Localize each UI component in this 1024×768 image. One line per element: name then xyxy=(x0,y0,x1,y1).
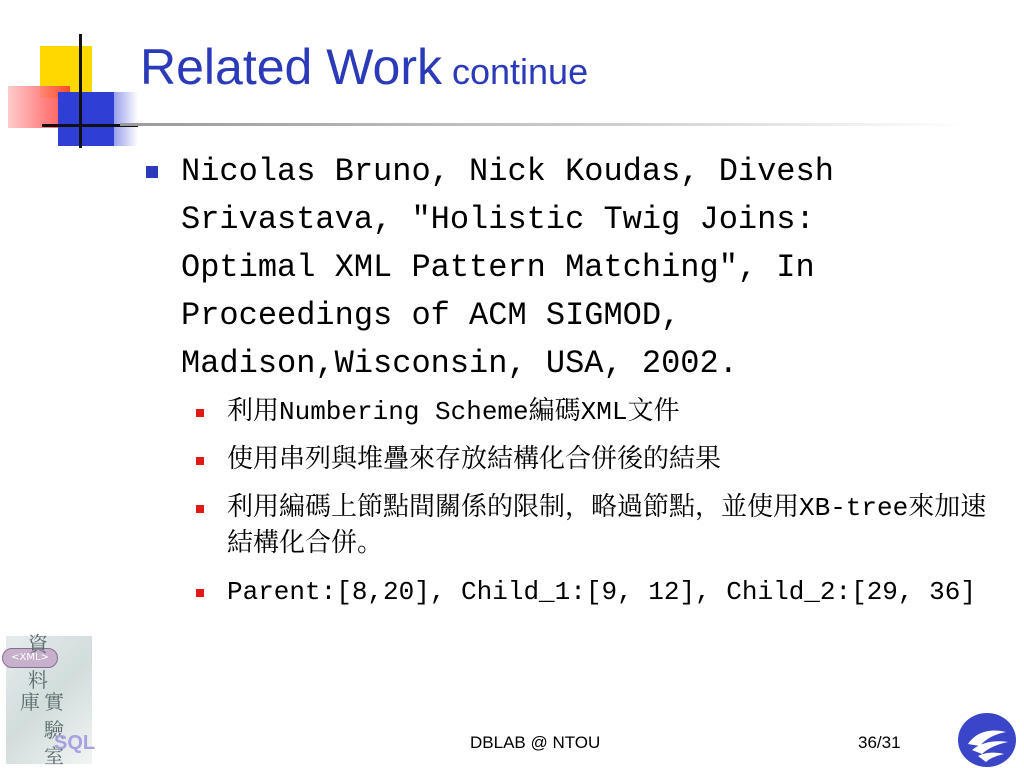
logo-sql-text: SQL xyxy=(54,732,96,754)
logo-char: 料 xyxy=(28,668,48,692)
deco-vertical-line xyxy=(79,34,82,148)
page-number: 36/31 xyxy=(858,733,901,752)
deco-blue-fade xyxy=(94,92,138,146)
sub-bullet-item: Parent:[8,20], Child_1:[9, 12], Child_2:[29, 36] xyxy=(195,574,987,610)
logo-char: 實 xyxy=(44,690,64,714)
logo-char: 驗 xyxy=(44,718,64,742)
title-decoration xyxy=(0,0,140,160)
sub-bullet-item: 利用Numbering Scheme編碼XML文件 xyxy=(195,394,987,430)
ntou-seal-icon xyxy=(956,710,1018,768)
slide-title-sub: continue xyxy=(451,51,589,92)
slide-title xyxy=(140,38,588,96)
title-rule xyxy=(120,123,970,126)
bullet-item: Nicolas Bruno, Nick Koudas, Divesh Srivastava, "Holistic Twig Joins: Optimal XML Pattern Matching", In Proceedings of ACM SIGMOD, Madison,Wisconsin, USA, 2002. xyxy=(144,148,881,388)
sub-bullet-list xyxy=(144,394,987,610)
sub-bullet-item: 使用串列與堆疊來存放結構化合併後的結果 xyxy=(195,442,987,478)
logo-char: 庫 xyxy=(20,690,40,714)
xml-badge: <XML> xyxy=(2,648,58,668)
slide-title-main: Related Work xyxy=(140,39,442,95)
footer-text: DBLAB @ NTOU xyxy=(470,733,601,752)
dblab-logo xyxy=(0,628,96,768)
logo-char: 室 xyxy=(44,744,64,768)
sub-bullet-item: 利用編碼上節點間關係的限制，略過節點，並使用XB-tree來加速結構化合併。 xyxy=(195,490,987,562)
logo-char: 資 xyxy=(28,632,48,656)
slide-content xyxy=(144,148,987,610)
